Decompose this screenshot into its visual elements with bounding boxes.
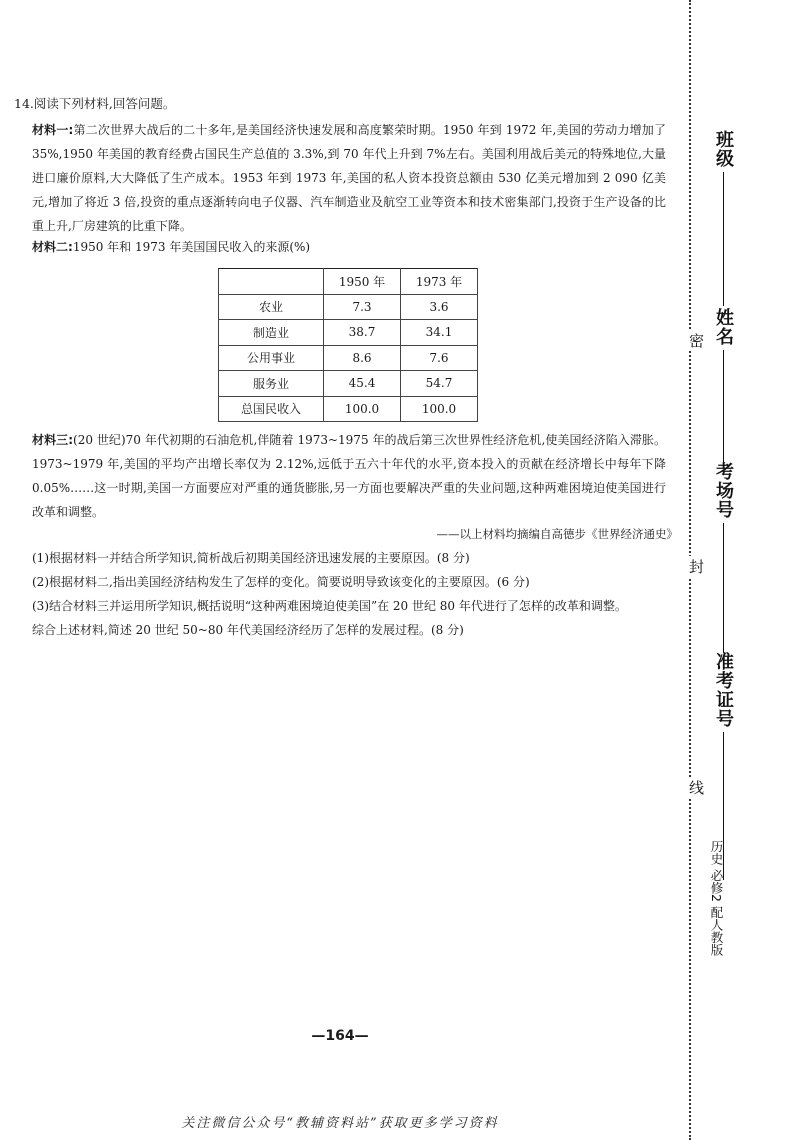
table-cell: 8.6	[324, 345, 401, 371]
material-one-label: 材料一:	[32, 123, 74, 137]
table-cell: 7.6	[401, 345, 478, 371]
subject-label: 历史 必修2 配人教版	[709, 840, 724, 956]
table-row	[219, 320, 478, 346]
sub-questions	[32, 546, 666, 642]
sub-question-3-cont: 综合上述材料,简述 20 世纪 50~80 年代美国经济经历了怎样的发展过程。(8 分)	[32, 623, 464, 637]
seal-mark: 密	[686, 330, 707, 351]
table-header-row	[219, 269, 478, 295]
national-income-table	[218, 268, 478, 422]
class-label: 班级	[713, 130, 734, 168]
name-label: 姓名	[713, 308, 734, 346]
table-cell: 制造业	[219, 320, 324, 346]
table-cell: 34.1	[401, 320, 478, 346]
table-row	[219, 294, 478, 320]
material-two	[32, 238, 310, 255]
name-blank-line	[723, 350, 724, 466]
material-two-caption: 1950 年和 1973 年美国国民收入的来源(%)	[72, 240, 311, 254]
class-field	[710, 130, 736, 306]
footer-note: 关注微信公众号“教辅资料站”获取更多学习资料	[181, 1116, 499, 1131]
table-cell: 54.7	[401, 371, 478, 397]
admission-number-label: 准考证号	[713, 652, 734, 728]
source-citation: ——以上材料均摘编自高德步《世界经济通史》	[436, 527, 678, 541]
table-cell: 100.0	[401, 396, 478, 422]
table-cell: 总国民收入	[219, 396, 324, 422]
table-cell: 农业	[219, 294, 324, 320]
table-cell: 3.6	[401, 294, 478, 320]
material-two-label: 材料二:	[32, 240, 73, 254]
page-number: —164—	[311, 1028, 369, 1044]
material-one	[32, 118, 666, 238]
exam-room-field	[710, 462, 736, 653]
seal-mark: 封	[686, 556, 707, 577]
table-cell: 7.3	[324, 294, 401, 320]
material-one-text: 第二次世界大战后的二十多年,是美国经济快速发展和高度繁荣时期。1950 年到 1972 年,美国的劳动力增加了 35%,1950 年美国的教育经费占国民生产总值的 3.3%,到 70 年代上升到 7%左右。美国利用战后美元的特殊地位,大量进口廉价原料,大大降低了生产成本。1953 年到 1973 年,美国的私人资本投资总额由 530 亿美元增加到 2 090 亿美元,增加了将近 3 倍,投资的重点逐渐转向电子仪器、汽车制造业及航空工业等资本和技术密集部门,投资于生产设备的比重上升,厂房建筑的比重下降。	[32, 123, 666, 233]
exam-room-blank-line	[723, 523, 724, 653]
table-row	[219, 396, 478, 422]
table-row	[219, 345, 478, 371]
material-three	[32, 428, 666, 524]
name-field	[710, 308, 736, 466]
table-cell: 服务业	[219, 371, 324, 397]
sub-question-1: (1)根据材料一并结合所学知识,简析战后初期美国经济迅速发展的主要原因。(8 分)	[32, 551, 470, 565]
seal-mark: 线	[686, 777, 707, 798]
material-three-text: (20 世纪)70 年代初期的石油危机,伴随着 1973~1975 年的战后第三次世界性经济危机,使美国经济陷入滞胀。1973~1979 年,美国的平均产出增长率仅为 2.12%,远低于五六十年代的水平,资本投入的贡献在经济增长中每年下降 0.05%……这一时期,美国一方面要应对严重的通货膨胀,另一方面也要解决严重的失业问题,这种两难困境迫使美国进行改革和调整。	[32, 433, 666, 519]
table-header-cell: 1950 年	[324, 269, 401, 295]
exam-room-label: 考场号	[713, 462, 734, 519]
material-three-label: 材料三:	[32, 433, 74, 447]
sub-question-3: (3)结合材料三并运用所学知识,概括说明“这种两难困境迫使美国”在 20 世纪 80 年代进行了怎样的改革和调整。	[32, 599, 627, 613]
table-header-cell	[219, 269, 324, 295]
table-cell: 100.0	[324, 396, 401, 422]
table-header-cell: 1973 年	[401, 269, 478, 295]
table-cell: 公用事业	[219, 345, 324, 371]
sub-question-2: (2)根据材料二,指出美国经济结构发生了怎样的变化。简要说明导致该变化的主要原因。(6 分)	[32, 575, 530, 589]
question-title: 14.阅读下列材料,回答问题。	[14, 96, 176, 111]
table-cell: 45.4	[324, 371, 401, 397]
table-row	[219, 371, 478, 397]
class-blank-line	[723, 172, 724, 306]
table-cell: 38.7	[324, 320, 401, 346]
